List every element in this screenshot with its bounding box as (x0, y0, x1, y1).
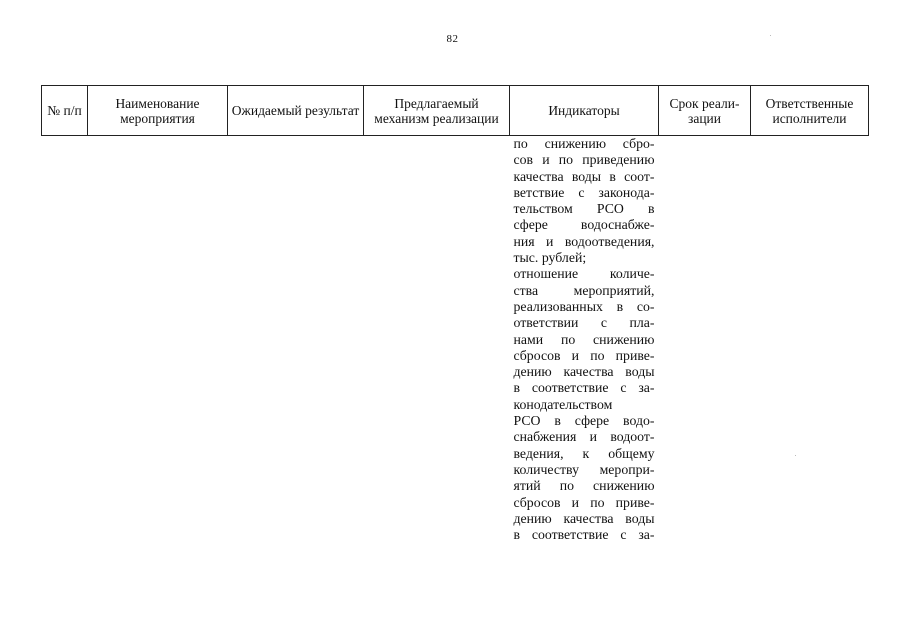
measures-table (41, 85, 869, 543)
indicator-line: РСО в сфере водо- (513, 413, 655, 429)
cell-measure-name (88, 136, 228, 544)
cell-indicators (510, 136, 659, 544)
indicator-line: ства мероприятий, (513, 282, 655, 298)
indicator-line: ведения, к общему (513, 445, 655, 461)
cell-deadline (659, 136, 751, 544)
header-responsible: Ответственные исполнители (751, 86, 869, 136)
cell-expected-result (228, 136, 364, 544)
indicator-line: сбросов и по приве- (513, 347, 655, 363)
indicator-line: ветствие с законода- (513, 184, 655, 200)
indicator-line: сбросов и по приве- (513, 494, 655, 510)
indicator-line: снабжения и водоот- (513, 429, 655, 445)
header-number: № п/п (42, 86, 88, 136)
indicator-line: ятий по снижению (513, 478, 655, 494)
indicator-line: тельством РСО в (513, 201, 655, 217)
cell-responsible (751, 136, 869, 544)
scan-speck (795, 455, 796, 456)
header-mechanism: Предлагаемый механизм реализации (364, 86, 510, 136)
page-number: 82 (446, 33, 459, 45)
indicator-line: количеству меропри- (513, 461, 655, 477)
cell-mechanism (364, 136, 510, 544)
indicator-line: в соответствие с за- (513, 380, 655, 396)
header-indicators: Индикаторы (510, 86, 659, 136)
cell-number (42, 136, 88, 544)
indicator-line: конодательством (513, 396, 613, 412)
table-row (42, 136, 869, 544)
indicator-line: дению качества воды (513, 364, 655, 380)
indicator-line: по снижению сбро- (513, 136, 655, 151)
indicator-line: сфере водоснабже- (513, 217, 655, 233)
indicator-line: тыс. рублей; (513, 250, 587, 266)
indicator-line: ния и водоотведения, (513, 233, 655, 249)
table-header-row (42, 86, 869, 136)
header-deadline: Срок реали-зации (659, 86, 751, 136)
indicator-line: отношение количе- (513, 266, 655, 282)
indicator-line: ответствии с пла- (513, 315, 655, 331)
indicator-line: нами по снижению (513, 331, 655, 347)
scan-speck (770, 35, 771, 36)
header-expected-result: Ожидаемый результат (228, 86, 364, 136)
indicator-line: сов и по приведению (513, 152, 655, 168)
indicator-line: в соответствие с за- (513, 527, 655, 543)
header-measure-name: Наименование мероприятия (88, 86, 228, 136)
indicator-line: качества воды в соот- (513, 168, 655, 184)
indicator-line: реализованных в со- (513, 298, 655, 314)
indicator-line: дению качества воды (513, 510, 655, 526)
